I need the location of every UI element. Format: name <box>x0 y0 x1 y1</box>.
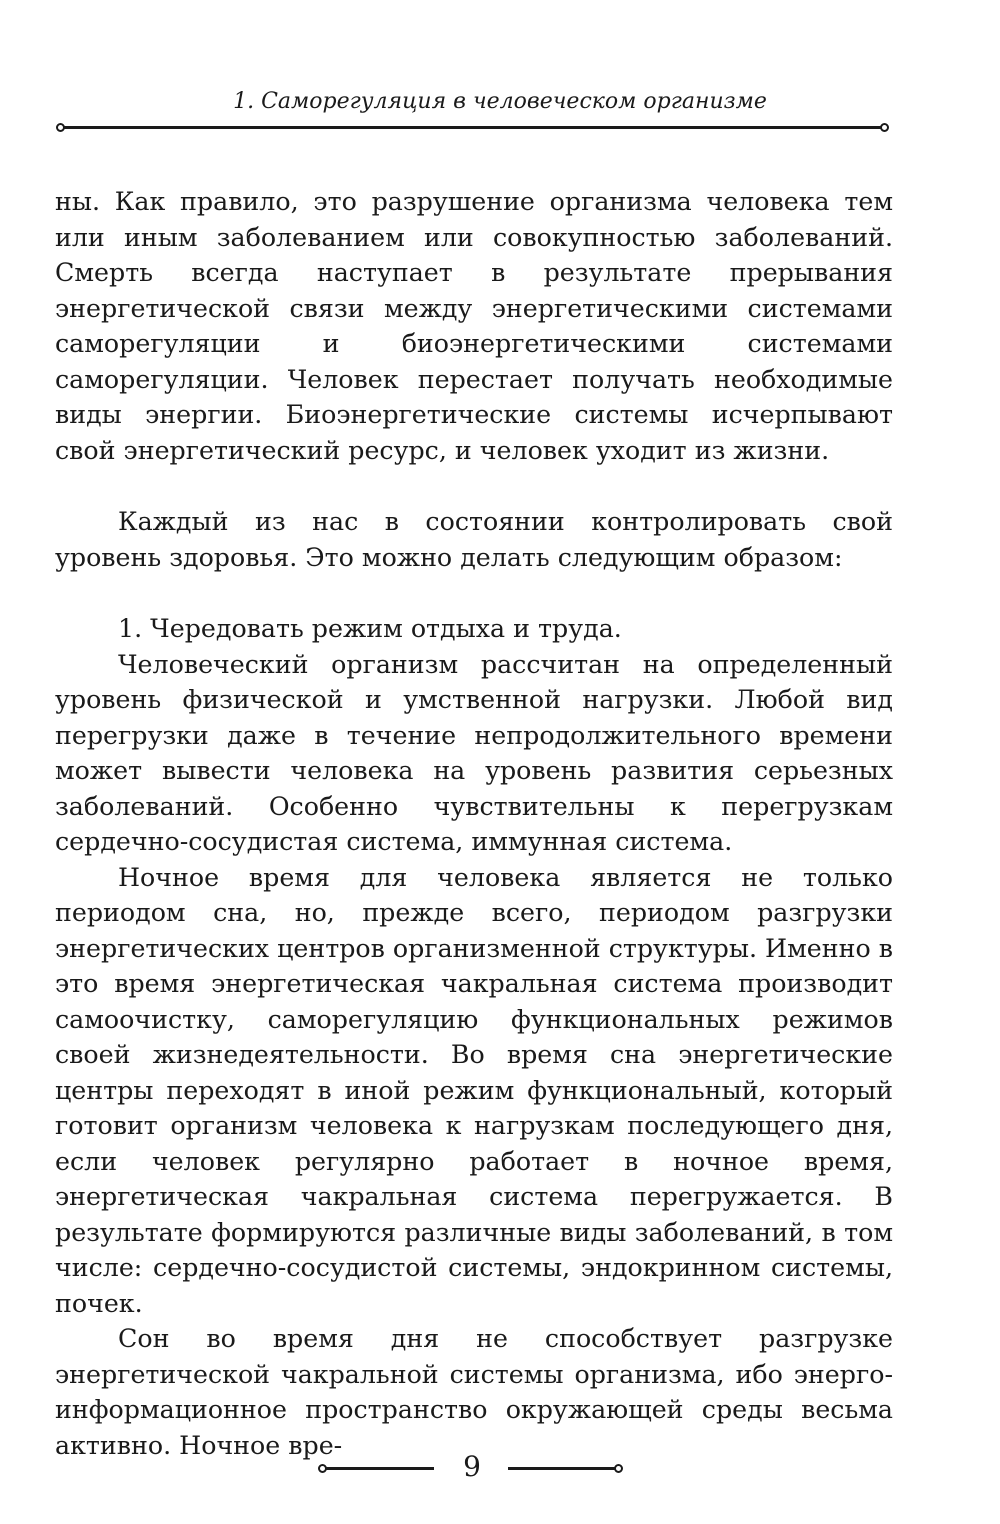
paragraph: ны. Как правило, это разрушение организма человека тем или иным заболеванием или совокупностью заболеваний. Смерть всегда наступает в результате прерывания энергетической связи между энергетическими системами саморегуляции и биоэнергетическими системами саморегуляции. Человек перестает получать необходимые виды энергии. Биоэнергетические системы исчерпывают свой энергетический ресурс, и человек уходит из жизни. <box>55 187 893 465</box>
paragraph: Сон во время дня не способствует разгрузке энергетической чакральной системы организма, ибо энерго-информационное пространство окружающей среды весьма активно. Ночное вре- <box>55 1324 893 1460</box>
paragraph: Человеческий организм рассчитан на определенный уровень физической и умственной нагрузки. Любой вид перегрузки даже в течение непродолжительного времени может вывести человека на уровень развития серьезных заболеваний. Особенно чувствительны к перегрузкам сердечно-сосудистая система, иммунная система. <box>55 649 893 856</box>
header-rule-right-ornament <box>880 123 889 132</box>
paragraph: Каждый из нас в состоянии контролировать свой уровень здоровья. Это можно делать следующим образом: <box>55 507 893 572</box>
footer-rule-right <box>508 1467 618 1470</box>
footer-left-ornament <box>318 1464 327 1473</box>
paragraph-gap <box>55 575 893 611</box>
footer-rule-left <box>324 1467 434 1470</box>
header-rule <box>62 126 884 129</box>
footer-right-ornament <box>614 1464 623 1473</box>
paragraph: Ночное время для человека является не только периодом сна, но, прежде всего, периодом разгрузки энергетических центров организменной структуры. Именно в это время энергетическая чакральная система производит самоочистку, саморегуляцию функциональных режимов своей жизнедеятельности. Во время сна энергетические центры переходят в иной режим функциональный, который готовит организм человека к нагрузкам последующего дня, если человек регулярно работает в ночное время, энергетическая чакральная система перегружается. В результате формируются различные виды заболеваний, в том числе: сердечно-сосудистой системы, эндокринном системы, почек. <box>55 862 893 1318</box>
header-rule-left-ornament <box>56 123 65 132</box>
body-text <box>55 184 893 1463</box>
list-item-heading: 1. Чередовать режим отдыха и труда. <box>118 614 622 643</box>
running-header: 1. Саморегуляция в человеческом организме <box>233 89 767 114</box>
paragraph-gap <box>55 468 893 504</box>
page-number: 9 <box>463 1450 481 1483</box>
